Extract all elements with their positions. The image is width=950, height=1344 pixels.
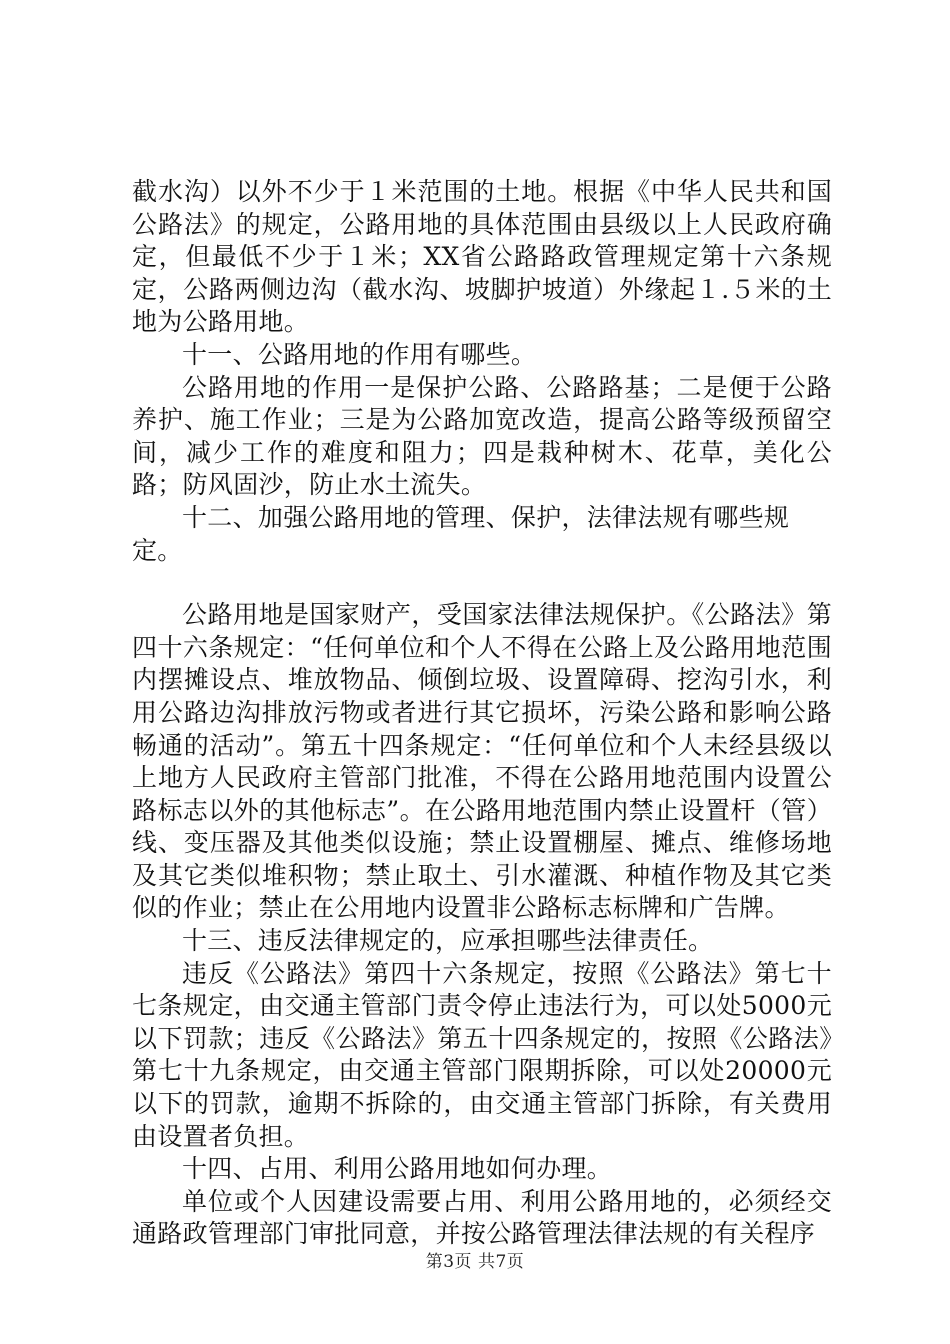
paragraph-legal-liability: 违反《公路法》第四十六条规定，按照《公路法》第七十七条规定，由交通主管部门责令停止违法行为，可以处5000元以下罚款；违反《公路法》第五十四条规定的，按照《公路法》第七十九条规定，由交通主管部门限期拆除，可以处20000元以下的罚款，逾期不拆除的，由交通主管部门拆除，有关费用由设置者负担。	[132, 958, 832, 1151]
paragraph-road-land-scope: 截水沟）以外不少于１米范围的土地。根据《中华人民共和国公路法》的规定，公路用地的具体范围由县级以上人民政府确定，但最低不少于１米；XX省公路路政管理规定第十六条规定，公路两侧边沟（截水沟、坡脚护坡道）外缘起１.５米的土地为公路用地。	[132, 177, 832, 337]
document-body	[132, 176, 832, 1251]
heading-section-14: 十四、占用、利用公路用地如何办理。	[182, 1154, 613, 1184]
heading-section-11: 十一、公路用地的作用有哪些。	[182, 339, 537, 369]
heading-section-12: 十二、加强公路用地的管理、保护，法律法规有哪些规定。	[132, 502, 790, 565]
page-number-footer: 第3页 共7页	[425, 1252, 525, 1272]
paragraph-road-land-purpose: 公路用地的作用一是保护公路、公路路基；二是便于公路养护、施工作业；三是为公路加宽改造，提高公路等级预留空间，减少工作的难度和阻力；四是栽种树木、花草，美化公路；防风固沙，防止水土流失。	[132, 372, 832, 500]
paragraph-legal-protection: 公路用地是国家财产，受国家法律法规保护。《公路法》第四十六条规定：“任何单位和个人不得在公路上及公路用地范围内摆摊设点、堆放物品、倾倒垃圾、设置障碍、挖沟引水，利用公路边沟排放污物或者进行其它损坏，污染公路和影响公路畅通的活动”。第五十四条规定：“任何单位和个人未经县级以上地方人民政府主管部门批准，不得在公路用地范围内设置公路标志以外的其他标志”。在公路用地范围内禁止设置杆（管）线、变压器及其他类似设施；禁止设置棚屋、摊点、维修场地及其它类似堆积物；禁止取土、引水灌溉、种植作物及其它类似的作业；禁止在公用地内设置非公路标志标牌和广告牌。	[132, 600, 832, 923]
heading-section-13: 十三、违反法律规定的，应承担哪些法律责任。	[182, 926, 714, 956]
paragraph-occupation-procedure: 单位或个人因建设需要占用、利用公路用地的，必须经交通路政管理部门审批同意，并按公路管理法律法规的有关程序	[132, 1186, 832, 1249]
